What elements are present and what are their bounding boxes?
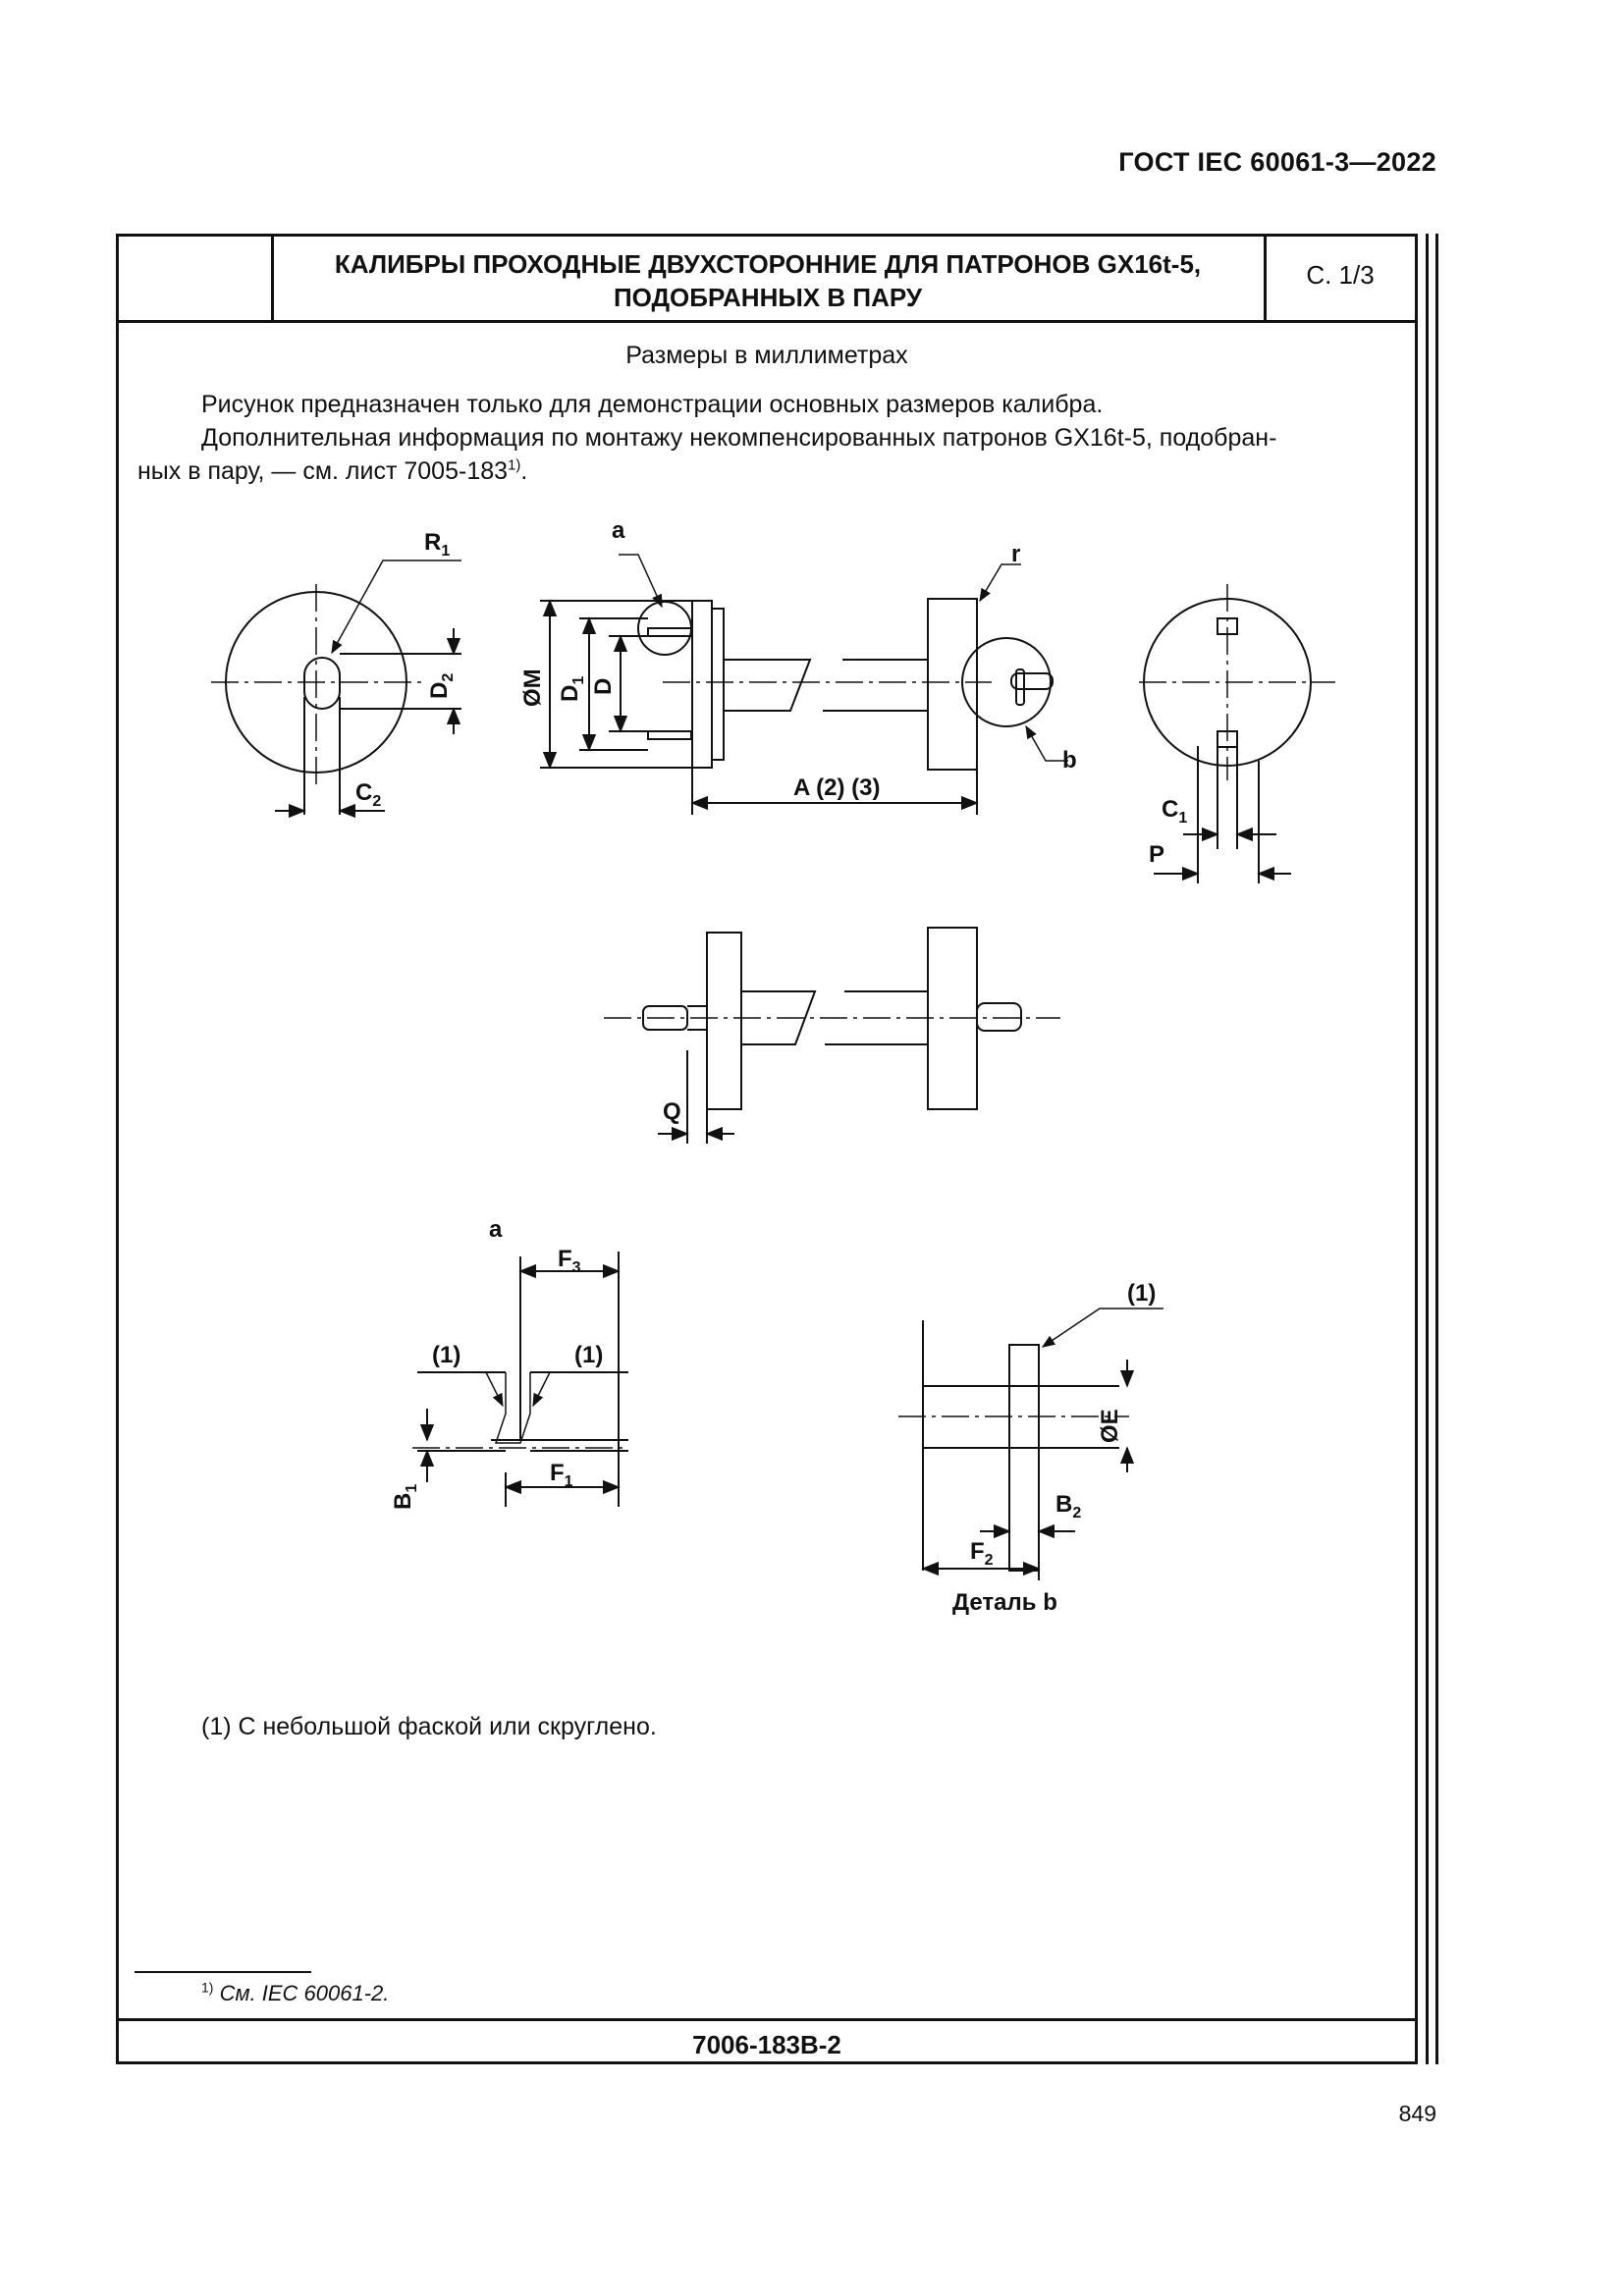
detail-b <box>898 1308 1163 1580</box>
sheet-number: С. 1/3 <box>1306 260 1375 290</box>
note: (1) С небольшой фаской или скруглено. <box>201 1713 657 1740</box>
label-q: Q <box>663 1098 681 1125</box>
label-one-left: (1) <box>432 1342 461 1368</box>
paragraph-2-line-1: Дополнительная информация по монтажу некомпенсированных патронов GX16t-5, подобран- <box>201 424 1277 452</box>
title-line: КАЛИБРЫ ПРОХОДНЫЕ ДВУХСТОРОННИЕ ДЛЯ ПАТРОНОВ GX16t-5, <box>334 249 1202 279</box>
title-line: ПОДОБРАННЫХ В ПАРУ <box>613 283 923 312</box>
label-d2: $D_2$ <box>426 672 457 699</box>
detail-a <box>412 1252 628 1507</box>
label-r: r <box>1011 541 1021 567</box>
label-d1: $D_1$ <box>557 675 587 702</box>
label-a-dim: A (2) (3) <box>793 774 881 801</box>
footer-row <box>116 2018 1418 2021</box>
page-number: 849 <box>1398 2101 1436 2126</box>
label-r1: $R_1$ <box>424 529 451 560</box>
label-f3: $F_3$ <box>558 1246 581 1276</box>
text-run: ных в пару, — см. лист 7005-183 <box>137 457 509 485</box>
footnote <box>201 1981 389 2006</box>
label-one-detail-b: (1) <box>1127 1280 1157 1307</box>
footnote-mark: 1) <box>201 1979 214 1996</box>
label-detail-b: Деталь b <box>952 1589 1057 1616</box>
text-run: . <box>520 457 528 485</box>
footnote-text: См. IEC 60061-2. <box>219 1981 390 2005</box>
label-f2: $F_2$ <box>970 1538 994 1569</box>
units-note: Размеры в миллиметрах <box>625 342 908 369</box>
footnote-rule <box>135 1971 311 1973</box>
sheet-code: 7006-183B-2 <box>692 2030 841 2059</box>
label-phi-e: ØE <box>1097 1409 1123 1443</box>
label-b1: $B_1$ <box>390 1483 420 1510</box>
label-b: b <box>1062 747 1077 774</box>
label-a: a <box>612 517 625 544</box>
end-view-right <box>1139 584 1335 883</box>
label-d: D <box>590 677 617 695</box>
standard-number: ГОСТ IEC 60061-3—2022 <box>1118 147 1436 177</box>
label-c2: $C_2$ <box>355 779 382 810</box>
label-f1: $F_1$ <box>550 1460 573 1490</box>
label-one-right: (1) <box>574 1342 604 1368</box>
label-c1: $C_1$ <box>1162 796 1188 827</box>
label-b2: $B_2$ <box>1055 1491 1082 1522</box>
label-phi-m: ØM <box>519 668 546 707</box>
end-view-left <box>211 561 461 815</box>
footnote-ref: 1) <box>508 456 521 474</box>
label-a-detail: a <box>489 1216 503 1243</box>
label-p: P <box>1149 841 1165 868</box>
paragraph-1: Рисунок предназначен только для демонстрации основных размеров калибра. <box>201 391 1104 418</box>
